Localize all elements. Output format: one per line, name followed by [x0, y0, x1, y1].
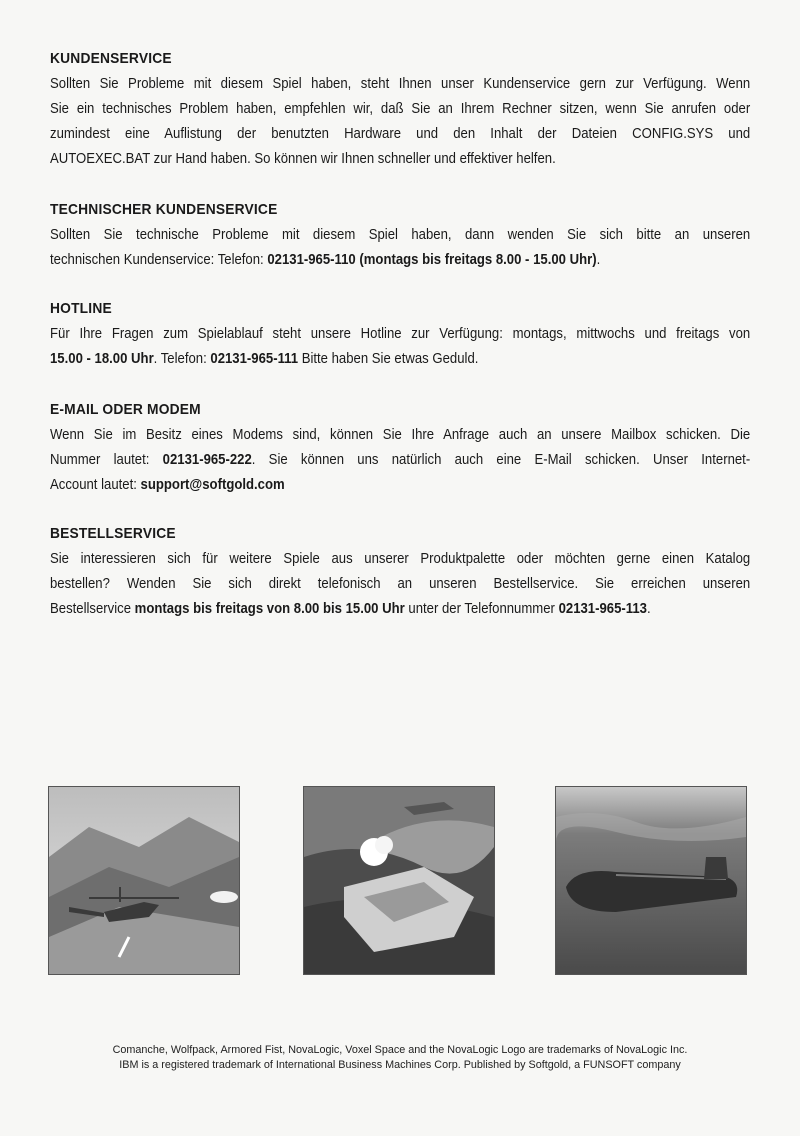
- bold-text: 15.00 - 18.00 Uhr: [50, 351, 154, 367]
- paragraph-line: [50, 547, 750, 572]
- section-email-modem: [50, 401, 750, 498]
- bold-text: 02131-965-222: [162, 452, 252, 468]
- section-hotline: [50, 300, 750, 372]
- text-run: Für Ihre Fragen zum Spielablauf steht unsere Hotline zur Verfügung: montags, mittwochs und freitags von: [50, 326, 751, 342]
- text-run: Sollten Sie technische Probleme mit diesem Spiel haben, dann wenden Sie sich bitte an unseren: [50, 227, 751, 243]
- section-heading: BESTELLSERVICE: [50, 525, 176, 542]
- section-body: [50, 223, 750, 273]
- paragraph-line: [50, 97, 750, 122]
- footer-line-2: IBM is a registered trademark of International Business Machines Corp. Published by Softgold, a FUNSOFT company: [119, 1059, 681, 1071]
- text-run: Sie ein technisches Problem haben, empfehlen wir, daß Sie an Ihrem Rechner sitzen, wenn Sie anrufen oder: [50, 101, 751, 117]
- paragraph-line: [50, 572, 750, 597]
- paragraph-line: [50, 423, 750, 448]
- trademark-footer: [0, 1043, 800, 1073]
- text-run: AUTOEXEC.BAT zur Hand haben. So können wir Ihnen schneller und effektiver helfen.: [50, 151, 556, 167]
- text-run: technischen Kundenservice: Telefon:: [50, 252, 268, 268]
- helicopter-screenshot: [48, 786, 240, 975]
- text-run: unter der Telefonnummer: [404, 601, 559, 617]
- section-bestellservice: [50, 525, 750, 622]
- text-run: Nummer lautet:: [50, 452, 163, 468]
- paragraph-line: [50, 473, 750, 498]
- section-heading: E-MAIL ODER MODEM: [50, 401, 201, 418]
- section-heading: KUNDENSERVICE: [50, 50, 172, 67]
- text-run: Bestellservice: [50, 601, 135, 617]
- paragraph-line: [50, 448, 750, 473]
- paragraph-line: [50, 122, 750, 147]
- text-run: zumindest eine Auflistung der benutzten Hardware und den Inhalt der Dateien CONFIG.SYS und: [50, 126, 751, 142]
- bold-text: montags bis freitags von 8.00 bis 15.00 Uhr: [134, 601, 405, 617]
- text-run: bestellen? Wenden Sie sich direkt telefonisch an unseren Bestellservice. Sie erreichen unseren: [50, 576, 751, 592]
- submarine-screenshot: [555, 786, 747, 975]
- bold-text: support@softgold.com: [140, 477, 285, 493]
- section-kundenservice: [50, 50, 750, 172]
- section-heading: TECHNISCHER KUNDENSERVICE: [50, 201, 278, 218]
- paragraph-line: [50, 72, 750, 97]
- paragraph-line: [50, 322, 750, 347]
- text-run: . Telefon:: [153, 351, 211, 367]
- paragraph-line: [50, 597, 750, 622]
- bold-text: 02131-965-110 (montags bis freitags 8.00 - 15.00 Uhr): [267, 252, 597, 268]
- text-run: . Sie können uns natürlich auch eine E-Mail schicken. Unser Internet-: [251, 452, 751, 468]
- text-run: Sollten Sie Probleme mit diesem Spiel haben, steht Ihnen unser Kundenservice gern zur Verfügung. Wenn: [50, 76, 751, 92]
- paragraph-line: [50, 248, 750, 273]
- paragraph-line: [50, 147, 750, 172]
- section-body: [50, 322, 750, 372]
- text-run: Bitte haben Sie etwas Geduld.: [298, 351, 479, 367]
- text-run: .: [596, 252, 601, 268]
- text-run: .: [646, 601, 651, 617]
- bold-text: 02131-965-111: [210, 351, 299, 367]
- paragraph-line: [50, 347, 750, 372]
- section-heading: HOTLINE: [50, 300, 112, 317]
- tank-screenshot: [303, 786, 495, 975]
- section-technischer-kundenservice: [50, 201, 750, 273]
- text-run: Account lautet:: [50, 477, 141, 493]
- footer-line-1: Comanche, Wolfpack, Armored Fist, NovaLogic, Voxel Space and the NovaLogic Logo are trademarks of NovaLogic Inc.: [112, 1044, 688, 1056]
- bold-text: 02131-965-113: [558, 601, 647, 617]
- text-run: Sie interessieren sich für weitere Spiele aus unserer Produktpalette oder möchten gerne einen Katalog: [50, 551, 751, 567]
- text-run: Wenn Sie im Besitz eines Modems sind, können Sie Ihre Anfrage auch an unsere Mailbox schicken. Die: [50, 427, 751, 443]
- section-body: [50, 547, 750, 622]
- section-body: [50, 72, 750, 172]
- paragraph-line: [50, 223, 750, 248]
- section-body: [50, 423, 750, 498]
